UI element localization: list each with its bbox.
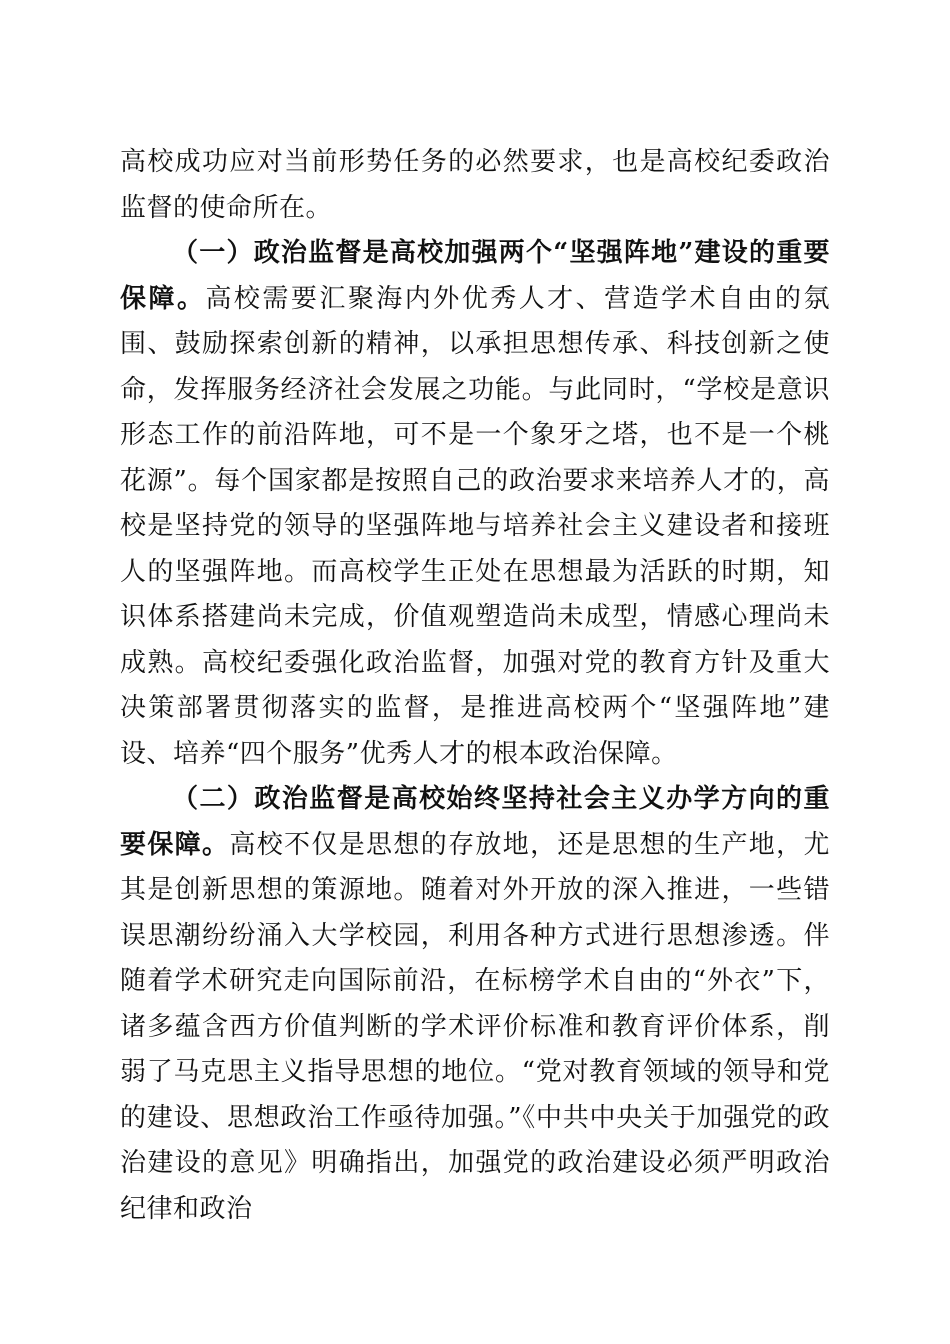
- section-2-paragraph: [120, 777, 830, 1232]
- section-2-heading: （二）政治监督是高校始终坚持社会主义办学方向的重要保障。: [120, 784, 830, 860]
- intro-paragraph: 高校成功应对当前形势任务的必然要求，也是高校纪委政治监督的使命所在。: [120, 147, 830, 223]
- document-body: [120, 140, 830, 1232]
- section-1-body: 高校需要汇聚海内外优秀人才、营造学术自由的氛围、鼓励探索创新的精神，以承担思想传承、科技创新之使命，发挥服务经济社会发展之功能。与此同时，“学校是意识形态工作的前沿阵地，可不是一个象牙之塔，也不是一个桃花源”。每个国家都是按照自己的政治要求来培养人才的，高校是坚持党的领导的坚强阵地与培养社会主义建设者和接班人的坚强阵地。而高校学生正处在思想最为活跃的时期，知识体系搭建尚未完成，价值观塑造尚未成型，情感心理尚未成熟。高校纪委强化政治监督，加强对党的教育方针及重大决策部署贯彻落实的监督，是推进高校两个“坚强阵地”建设、培养“四个服务”优秀人才的根本政治保障。: [120, 283, 830, 769]
- section-1-paragraph: [120, 231, 830, 777]
- section-2-body: 高校不仅是思想的存放地，还是思想的生产地，尤其是创新思想的策源地。随着对外开放的深入推进，一些错误思潮纷纷涌入大学校园，利用各种方式进行思想渗透。伴随着学术研究走向国际前沿，在标榜学术自由的“外衣”下，诸多蕴含西方价值判断的学术评价标准和教育评价体系，削弱了马克思主义指导思想的地位。“党对教育领域的领导和党的建设、思想政治工作亟待加强。”《中共中央关于加强党的政治建设的意见》明确指出，加强党的政治建设必须严明政治纪律和政治: [120, 829, 830, 1224]
- section-1-heading: （一）政治监督是高校加强两个“坚强阵地”建设的重要保障。: [120, 238, 830, 314]
